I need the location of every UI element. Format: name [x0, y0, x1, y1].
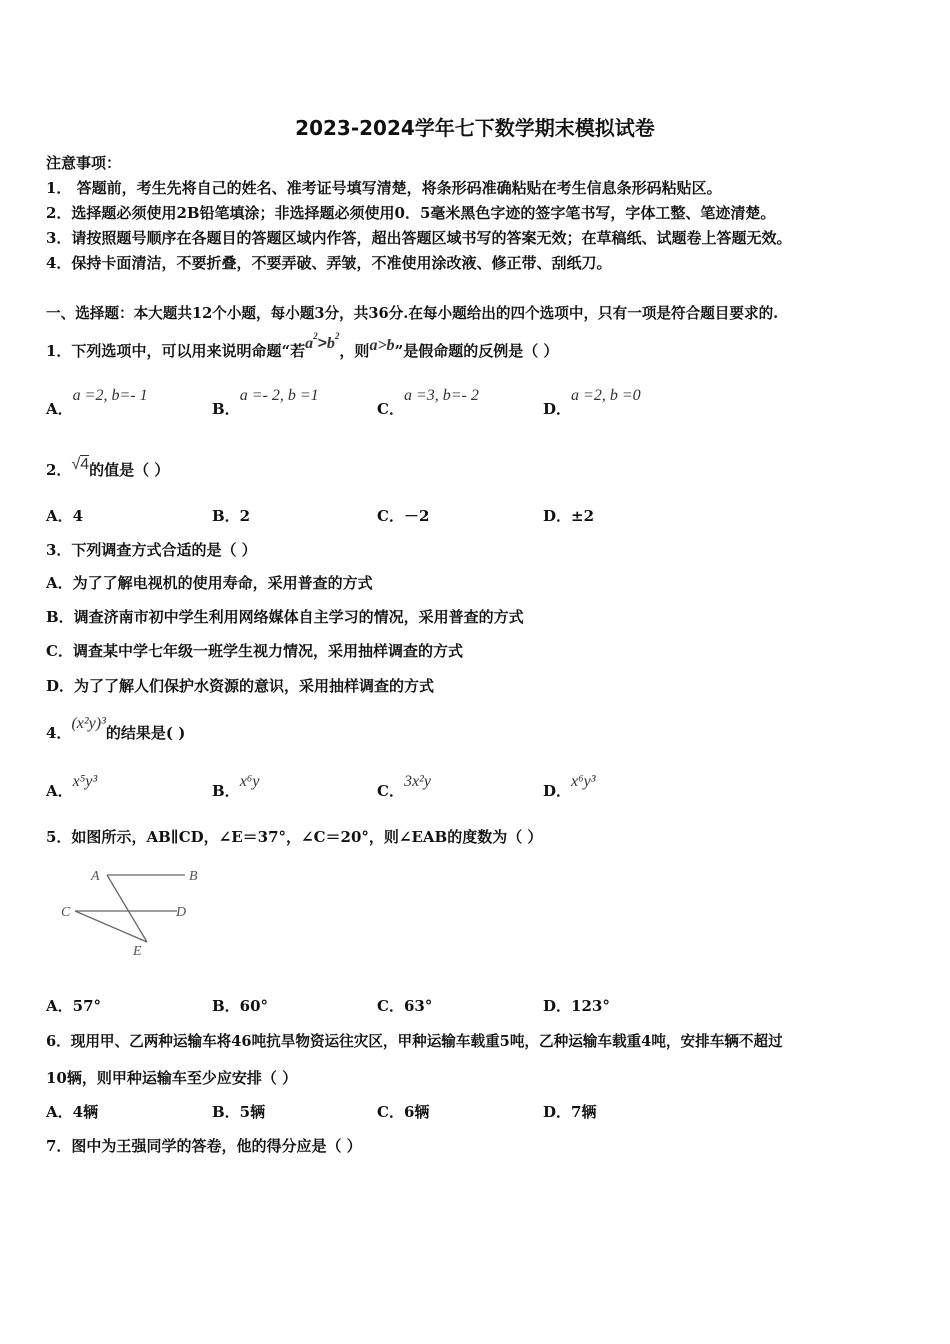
label-c: C	[61, 905, 71, 920]
sqrt-expression: √4	[71, 456, 90, 473]
question-6-option-b[interactable]: B．5辆	[212, 1103, 266, 1121]
question-3-option-c[interactable]: C．调查某中学七年级一班学生视力情况，采用抽样调查的方式	[46, 642, 463, 660]
question-6-option-c[interactable]: C．6辆	[377, 1103, 430, 1121]
question-3-option-d[interactable]: D．为了了解人们保护水资源的意识，采用抽样调查的方式	[46, 677, 435, 695]
question-6-stem-line2: 10辆，则甲种运输车至少应安排（ ）	[46, 1069, 298, 1087]
question-1-stem-start: 1．下列选项中，可以用来说明命题“若	[46, 342, 306, 360]
question-2-option-c[interactable]: C．－2	[377, 507, 430, 525]
question-4-option-c[interactable]: C．3x²y	[377, 773, 431, 800]
question-2-stem: 2．√4的值是（ ）	[46, 456, 170, 479]
line-ce	[75, 911, 147, 942]
section-heading: 一、选择题：本大题共12个小题，每小题3分，共36分.在每小题给出的四个选项中，只有一项是符合题目要求的.	[46, 305, 779, 322]
label-e: E	[133, 944, 142, 959]
parallel-lines-figure	[55, 862, 215, 962]
question-1-option-a[interactable]: A．a =2, b=- 1	[46, 387, 148, 418]
question-5-option-d[interactable]: D．123°	[543, 997, 610, 1015]
question-4-stem: 4．(x²y)³的结果是( )	[46, 715, 186, 742]
label-a: A	[91, 869, 100, 884]
question-1-option-c[interactable]: C．a =3, b=- 2	[377, 387, 479, 418]
question-5-option-b[interactable]: B．60°	[212, 997, 269, 1015]
question-3-option-a[interactable]: A．为了了解电视机的使用寿命，采用普查的方式	[46, 574, 373, 592]
question-3-stem: 3．下列调查方式合适的是（ ）	[46, 541, 257, 559]
notice-heading: 注意事项：	[46, 154, 122, 172]
question-1-option-d[interactable]: D．a =2, b =0	[543, 387, 641, 418]
question-1-stem-mid: ，则	[339, 342, 370, 360]
question-4-option-d[interactable]: D．x⁶y³	[543, 773, 596, 800]
question-5-stem: 5．如图所示，AB∥CD，∠E＝37°，∠C＝20°，则∠EAB的度数为（ ）	[46, 828, 543, 846]
question-3-option-b[interactable]: B．调查济南市初中学生利用网络媒体自主学习的情况，采用普查的方式	[46, 608, 524, 626]
notice-item: 1． 答题前，考生先将自己的姓名、准考证号填写清楚，将条形码准确粘贴在考生信息条形码粘贴区。	[46, 179, 722, 197]
question-2-option-d[interactable]: D．±2	[543, 507, 595, 525]
question-1-stem	[46, 331, 559, 361]
notice-item: 3．请按照题号顺序在各题目的答题区域内作答，超出答题区域书写的答案无效；在草稿纸、试题卷上答题无效。	[46, 229, 792, 247]
question-2-option-b[interactable]: B．2	[212, 507, 251, 525]
power-expression: (x²y)³	[71, 715, 106, 732]
question-1-stem-end: ”是假命题的反例是（ ）	[394, 342, 559, 360]
notice-item: 2．选择题必须使用2B铅笔填涂；非选择题必须使用0．5毫米黑色字迹的签字笔书写，字体工整、笔迹清楚。	[46, 204, 776, 222]
question-1-option-b[interactable]: B．a =- 2, b =1	[212, 387, 319, 418]
question-5-option-c[interactable]: C．63°	[377, 997, 433, 1015]
label-b: B	[189, 869, 198, 884]
question-1-condition: $a^2>b^2$	[305, 331, 340, 352]
question-7-stem: 7．图中为王强同学的答卷，他的得分应是（ ）	[46, 1137, 362, 1155]
label-d: D	[176, 905, 187, 920]
question-6-option-a[interactable]: A．4辆	[46, 1103, 99, 1121]
question-1-conclusion: a>b	[369, 337, 395, 354]
question-2-option-a[interactable]: A．4	[46, 507, 84, 525]
question-6-option-d[interactable]: D．7辆	[543, 1103, 597, 1121]
question-4-option-a[interactable]: A．x⁵y³	[46, 773, 98, 800]
page-title: 2023-2024学年七下数学期末模拟试卷	[295, 116, 655, 140]
question-4-option-b[interactable]: B．x⁶y	[212, 773, 260, 800]
line-ae	[107, 875, 147, 942]
question-6-stem-line1: 6．现用甲、乙两种运输车将46吨抗旱物资运往灾区，甲种运输车载重5吨，乙种运输车载重4吨，安排车辆不超过	[46, 1033, 783, 1050]
notice-item: 4．保持卡面清洁，不要折叠，不要弄破、弄皱，不准使用涂改液、修正带、刮纸刀。	[46, 254, 612, 272]
question-5-option-a[interactable]: A．57°	[46, 997, 102, 1015]
